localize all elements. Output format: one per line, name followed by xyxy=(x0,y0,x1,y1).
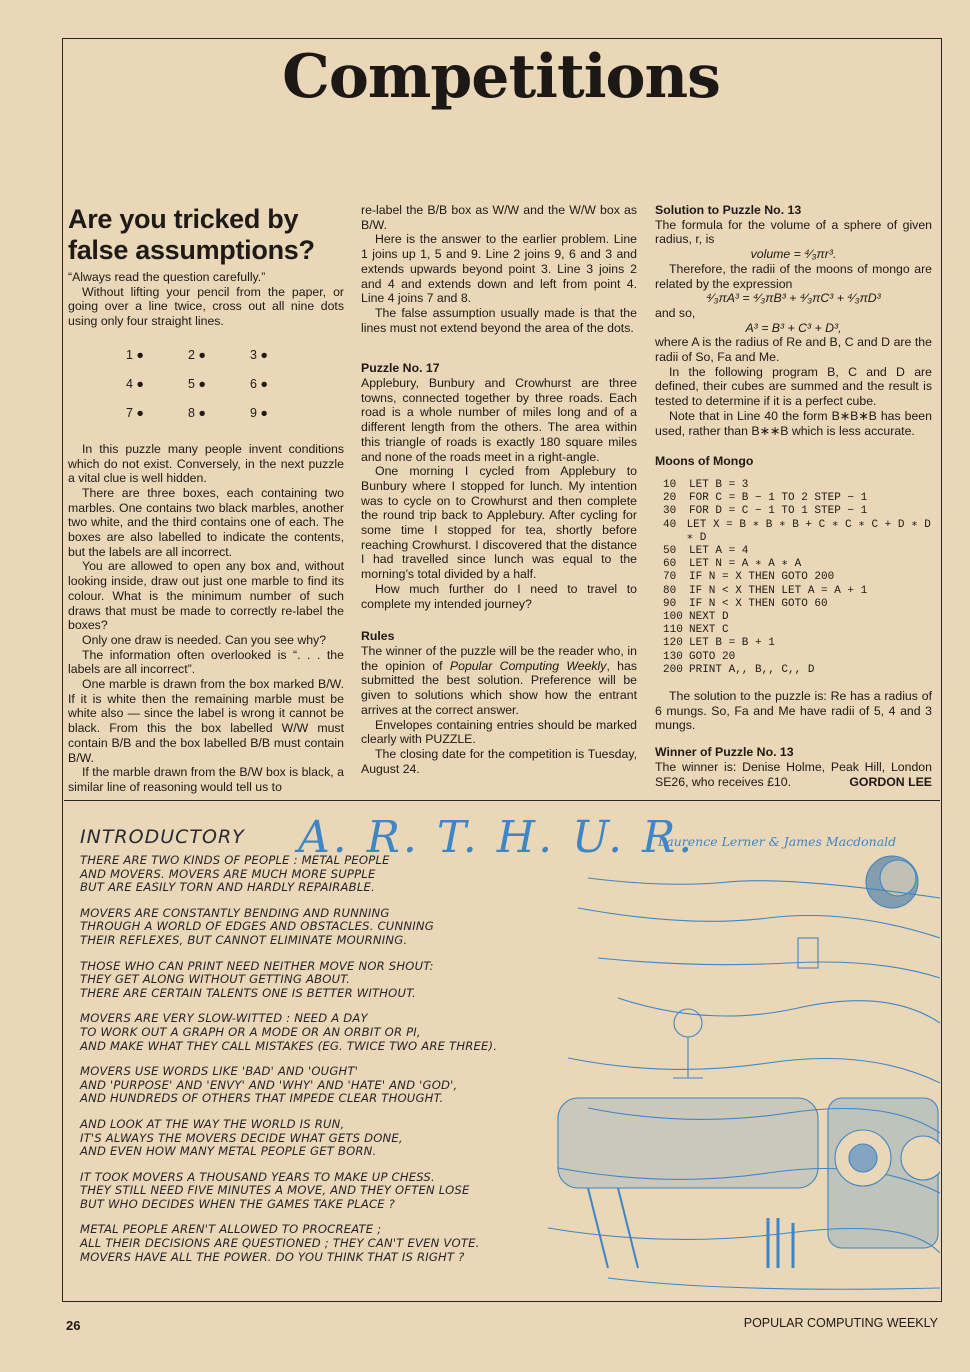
body-paragraph: re-label the B/B box as W/W and the W/W box as B/W. xyxy=(361,203,637,232)
body-paragraph: Here is the answer to the earlier problem. Line 1 joins up 1, 5 and 9. Line 2 joins 9, 6 and 3 and extends upwards beyond point 3. Line 3 joins 2 and 4 and extends down and left from point 4. Line 4 joins 7 and 8. xyxy=(361,232,637,306)
puzzle17-paragraph: One morning I cycled from Applebury to Bunbury where I stopped for lunch. My intention was to cycle on to Crowhurst and then complete the round trip back to Applebury. After cycling for some time I stopped for tea, shortly before reaching Crowhurst. I discovered that the distance I had travelled since lunch was equal to the morning’s total divided by a half. xyxy=(361,464,637,582)
solution13-paragraph: Therefore, the radii of the moons of mongo are related by the expression xyxy=(655,261,932,291)
rules-text: The winner of the puzzle will be the reader who, in the opinion of xyxy=(361,643,637,673)
poem-line: AND HUNDREDS OF OTHERS THAT IMPEDE CLEAR THOUGHT. xyxy=(80,1091,444,1106)
dot-2: 2 ● xyxy=(188,347,206,362)
poem-line: THOSE WHO CAN PRINT NEED NEITHER MOVE NOR SHOUT: xyxy=(80,958,434,973)
poem-line: AND 'PURPOSE' AND 'ENVY' AND 'WHY' AND 'HATE' AND 'GOD', xyxy=(80,1077,458,1092)
column-3 xyxy=(655,203,932,789)
body-paragraph: Only one draw is needed. Can you see why? xyxy=(82,632,327,647)
poem-line: AND MAKE WHAT THEY CALL MISTAKES (EG. TWICE TWO ARE THREE). xyxy=(80,1038,498,1053)
masthead xyxy=(62,38,940,118)
dots-row xyxy=(126,370,344,399)
program-line xyxy=(663,598,932,611)
poem-line: ALL THEIR DECISIONS ARE QUESTIONED ; THEY CAN'T EVEN VOTE. xyxy=(80,1236,480,1251)
rules-text: , has submitted the best solution. Preference will be given to solutions which show how the entrant arrives at the correct answer. xyxy=(361,658,637,717)
body-paragraph: In this puzzle many people invent conditions which do not exist. Conversely, in the next puzzle a vital clue is well hidden. xyxy=(68,441,344,486)
body-paragraph: You are allowed to open any box and, without looking inside, draw out just one marble to find its colour. What is the minimum number of such draws that must be made to correctly re-label the boxes? xyxy=(68,559,344,633)
poem-stanza xyxy=(80,1171,600,1212)
page-number: 26 xyxy=(66,1318,81,1333)
line-number: 50 xyxy=(663,544,677,557)
masthead-title: Competitions xyxy=(282,42,720,112)
intro-instruction: Without lifting your pencil from the paper, or going over a line twice, cross out all nine dots using only four straight lines. xyxy=(68,284,344,329)
line-number: 80 xyxy=(663,584,677,597)
poem-line: MOVERS ARE VERY SLOW-WITTED : NEED A DAY xyxy=(80,1011,368,1026)
poem-stanza xyxy=(80,960,600,1001)
article-headline: Are you tricked by false assumptions? xyxy=(68,204,315,265)
poem-line: MOVERS ARE CONSTANTLY BENDING AND RUNNING xyxy=(80,905,390,920)
poem-line: THEY GET ALONG WITHOUT GETTING ABOUT. xyxy=(80,972,351,987)
poem-title: INTRODUCTORY xyxy=(80,826,245,848)
poem-line: TO WORK OUT A GRAPH OR A MODE OR AN ORBIT OR PI, xyxy=(80,1024,421,1039)
line-code: IF N < X THEN LET A = A + 1 xyxy=(689,584,868,597)
line-number: 100 xyxy=(663,610,683,623)
poem-line: AND LOOK AT THE WAY THE WORLD IS RUN, xyxy=(80,1116,345,1131)
line-number: 10 xyxy=(663,478,677,491)
program-line xyxy=(663,479,932,492)
line-number: 120 xyxy=(663,637,683,650)
poem-line: THROUGH A WORLD OF EDGES AND OBSTACLES. CUNNING xyxy=(80,919,434,934)
column-2 xyxy=(361,203,637,776)
poem-stanza xyxy=(80,1118,600,1159)
body-paragraph: One marble is drawn from the box marked B/W. If it is white then the remaining marble must be white also — since the label is wrong it cannot be black. From this the box labelled W/W must contain B/B and the box labelled B/B must contain B/W. xyxy=(68,677,344,765)
program-listing xyxy=(663,479,932,677)
line-code: LET B = B + 1 xyxy=(689,637,775,650)
line-number: 70 xyxy=(663,571,677,584)
line-code: IF N < X THEN GOTO 60 xyxy=(689,597,828,610)
program-line xyxy=(663,519,932,545)
poem-stanza xyxy=(80,1223,600,1264)
formula-radii: ⁴⁄₃πA³ = ⁴⁄₃πB³ + ⁴⁄₃πC³ + ⁴⁄₃πD³ xyxy=(706,291,881,306)
dot-3: 3 ● xyxy=(250,347,268,362)
line-number: 130 xyxy=(663,650,683,663)
poem-line: THERE ARE TWO KINDS OF PEOPLE : METAL PEOPLE xyxy=(80,853,390,867)
poem-line: AND MOVERS. MOVERS ARE MUCH MORE SUPPLE xyxy=(80,866,376,881)
solution13-paragraph: In the following program B, C and D are defined, their cubes are summed and the result is tested to determine if it is a perfect cube. xyxy=(655,364,932,409)
formula-cubes: A³ = B³ + C³ + D³, xyxy=(745,320,842,335)
poem-stanza xyxy=(80,854,600,895)
program-line xyxy=(663,651,932,664)
program-line xyxy=(663,637,932,650)
line-number: 200 xyxy=(663,663,683,676)
dot-9: 9 ● xyxy=(250,405,268,420)
winner-text: The winner is: Denise Holme, Peak Hill, London SE26, who receives £10. xyxy=(655,759,932,789)
line-code: NEXT D xyxy=(689,610,729,623)
dot-4: 4 ● xyxy=(126,376,144,391)
program-line xyxy=(663,664,932,677)
puzzle17-paragraph: Applebury, Bunbury and Crowhurst are three towns, connected together by three roads. Each road is a whole number of miles long and of a different length from the others. The area within this triangle of roads is exactly 180 square miles and none of the roads meet in a right-angle. xyxy=(361,376,637,464)
dots-row xyxy=(126,341,344,370)
body-paragraph: The false assumption usually made is that the lines must not extend beyond the area of the dots. xyxy=(361,305,637,335)
winner-paragraph xyxy=(655,760,932,789)
poem-name: A. R. T. H. U. R. xyxy=(298,812,696,863)
poem-line: IT'S ALWAYS THE MOVERS DECIDE WHAT GETS DONE, xyxy=(80,1130,403,1145)
program-line xyxy=(663,545,932,558)
poem-line: THERE ARE CERTAIN TALENTS ONE IS BETTER WITHOUT. xyxy=(80,985,416,1000)
rules-heading: Rules xyxy=(361,629,395,644)
poem-line: IT TOOK MOVERS A THOUSAND YEARS TO MAKE UP CHESS. xyxy=(80,1169,435,1184)
publication-name: Popular Computing Weekly xyxy=(449,658,607,673)
nine-dots-grid xyxy=(126,341,344,428)
intro-quote: “Always read the question carefully.” xyxy=(68,270,266,284)
poem-line: THEY STILL NEED FIVE MINUTES A MOVE, AND THEY OFTEN LOSE xyxy=(80,1183,470,1198)
poem-credit: Laurence Lerner & James Macdonald xyxy=(658,834,897,849)
solution13-paragraph: and so, xyxy=(655,305,696,320)
poem-line: MOVERS USE WORDS LIKE 'BAD' AND 'OUGHT' xyxy=(80,1064,359,1079)
program-heading: Moons of Mongo xyxy=(655,454,754,469)
poem-line: BUT WHO DECIDES WHEN THE GAMES TAKE PLACE ? xyxy=(80,1196,396,1211)
program-line xyxy=(663,492,932,505)
line-code: LET N = A ∗ A ∗ A xyxy=(689,558,802,571)
program-line xyxy=(663,505,932,518)
line-number: 110 xyxy=(663,624,683,637)
dot-7: 7 ● xyxy=(126,405,144,420)
winner-heading: Winner of Puzzle No. 13 xyxy=(655,745,794,760)
column-1 xyxy=(68,204,344,795)
rules-paragraph xyxy=(361,644,637,718)
puzzle17-heading: Puzzle No. 17 xyxy=(361,361,440,376)
body-paragraph: If the marble drawn from the B/W box is black, a similar line of reasoning would tell us to xyxy=(68,765,344,794)
solution-text: The solution to the puzzle is: Re has a radius of 6 mungs. So, Fa and Me have radii of 5, 4 and 3 mungs. xyxy=(655,689,932,733)
solution13-paragraph: The formula for the volume of a sphere of given radius, r, is xyxy=(655,217,932,247)
poem-line: METAL PEOPLE AREN'T ALLOWED TO PROCREATE ; xyxy=(80,1222,382,1237)
poem-line: BUT ARE EASILY TORN AND HARDLY REPAIRABLE. xyxy=(80,880,375,895)
dots-row xyxy=(126,399,344,428)
line-number: 40 xyxy=(663,518,677,531)
line-number: 20 xyxy=(663,492,677,505)
line-code: LET A = 4 xyxy=(689,544,749,557)
solution13-heading: Solution to Puzzle No. 13 xyxy=(655,203,802,217)
poem-line: THEIR REFLEXES, BUT CANNOT ELIMINATE MOURNING. xyxy=(80,932,408,947)
rules-paragraph: The closing date for the competition is Tuesday, August 24. xyxy=(361,746,637,776)
line-code: NEXT C xyxy=(689,624,729,637)
program-line xyxy=(663,558,932,571)
line-number: 60 xyxy=(663,558,677,571)
poem-stanza xyxy=(80,1065,600,1106)
line-number: 90 xyxy=(663,597,677,610)
program-line xyxy=(663,624,932,637)
line-code: LET B = 3 xyxy=(689,478,749,491)
arthur-panel xyxy=(68,812,938,1302)
author-signature: GORDON LEE xyxy=(849,774,932,789)
rules-paragraph: Envelopes containing entries should be marked clearly with PUZZLE. xyxy=(361,717,637,747)
puzzle17-paragraph: How much further do I need to travel to complete my intended journey? xyxy=(361,581,637,611)
line-code: IF N = X THEN GOTO 200 xyxy=(689,571,835,584)
line-code: FOR D = C − 1 TO 1 STEP − 1 xyxy=(689,505,868,518)
poem-body xyxy=(80,854,600,1276)
line-code: PRINT A,, B,, C,, D xyxy=(689,663,815,676)
line-number: 30 xyxy=(663,505,677,518)
poem-stanza xyxy=(80,1012,600,1053)
dot-8: 8 ● xyxy=(188,405,206,420)
body-paragraph: There are three boxes, each containing two marbles. One contains two black marbles, another two white, and the third contains one of each. The boxes are also labelled to indicate the contents, but the labels are all incorrect. xyxy=(68,485,344,559)
poem-line: MOVERS HAVE ALL THE POWER. DO YOU THINK THAT IS RIGHT ? xyxy=(80,1249,465,1264)
program-line xyxy=(663,611,932,624)
program-line xyxy=(663,585,932,598)
section-divider xyxy=(64,800,940,801)
formula-volume: volume = ⁴⁄₃πr³. xyxy=(750,247,837,262)
line-code: FOR C = B − 1 TO 2 STEP − 1 xyxy=(689,492,868,505)
line-code: GOTO 20 xyxy=(689,650,736,663)
poem-line: AND EVEN HOW MANY METAL PEOPLE GET BORN. xyxy=(80,1144,377,1159)
poem-stanza xyxy=(80,907,600,948)
program-line xyxy=(663,571,932,584)
dot-6: 6 ● xyxy=(250,376,268,391)
publication-footer: POPULAR COMPUTING WEEKLY xyxy=(743,1316,938,1330)
dot-5: 5 ● xyxy=(188,376,206,391)
line-code: LET X = B ∗ B ∗ B + C ∗ C ∗ C + D ∗ D ∗ D xyxy=(686,518,931,544)
solution13-paragraph: where A is the radius of Re and B, C and D are the radii of So, Fa and Me. xyxy=(655,335,932,365)
solution13-paragraph: Note that in Line 40 the form B∗B∗B has been used, rather than B∗∗B which is less accurate. xyxy=(655,408,932,438)
body-paragraph: The information often overlooked is “. . . the labels are all incorrect”. xyxy=(68,647,344,677)
dot-1: 1 ● xyxy=(126,347,144,362)
